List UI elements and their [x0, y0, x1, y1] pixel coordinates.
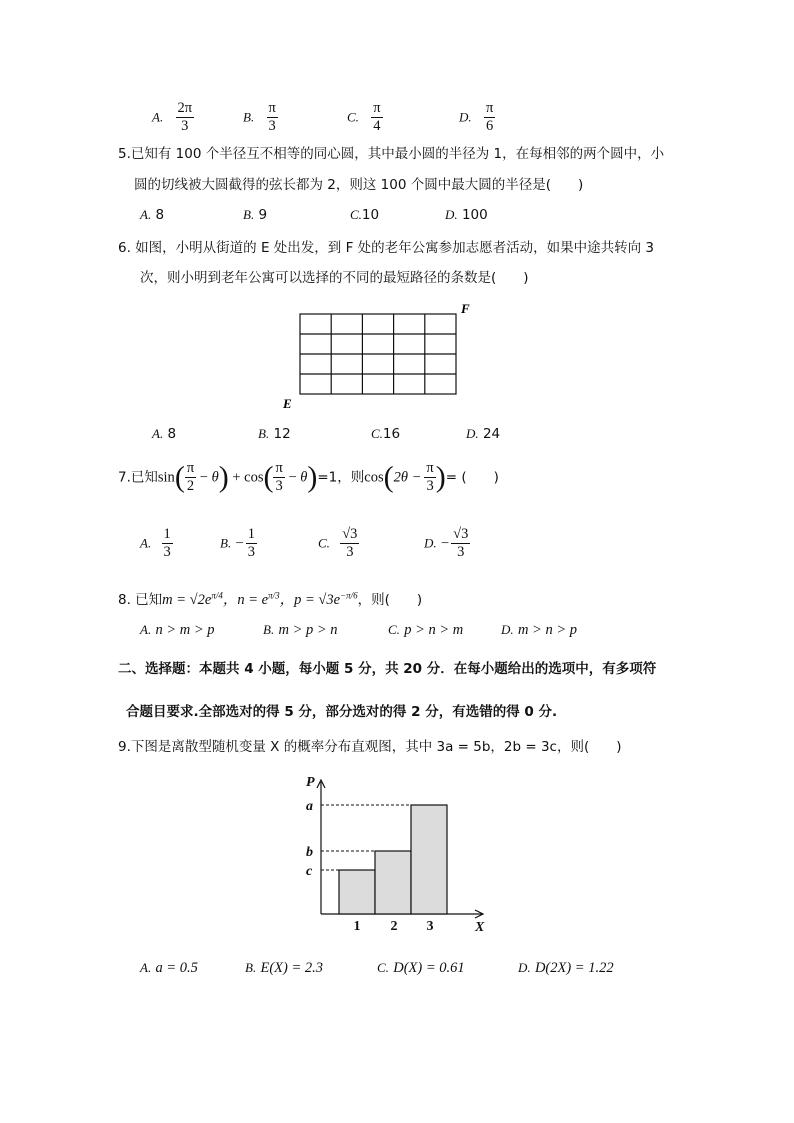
q5-option-d: D. 100: [445, 207, 488, 223]
q9-option-d: D. D(2X) = 1.22: [518, 960, 614, 976]
section2-heading-line2: 合题目要求.全部选对的得 5 分，部分选对的得 2 分，有选错的得 0 分.: [126, 704, 558, 720]
q9-stem: 9.下图是离散型随机变量 X 的概率分布直观图，其中 3a = 5b，2b = 3c，则( ): [118, 739, 622, 755]
bar-x1: [339, 870, 375, 914]
q7-stem: 7.已知sin( $\frac{\pi}{2}$ − θ) + cos( $\frac{\pi}{3}$ − θ)=1，则cos(2θ − $\frac{\pi}{3}$ )= ( ): [118, 460, 499, 494]
q5-option-b: B. 9: [243, 207, 268, 223]
q4-option-a: A. $\frac{2\pi}{3}$: [152, 100, 193, 134]
q9-option-a: A. a = 0.5: [140, 960, 198, 976]
q8-option-b: B. m > p > n: [263, 622, 338, 638]
q8-option-d: D. m > n > p: [501, 622, 577, 638]
y-axis-label: P: [306, 775, 315, 790]
street-grid-figure: [280, 298, 480, 413]
q8-option-c: C. p > n > m: [388, 622, 464, 638]
grid-label-e: E: [283, 396, 292, 411]
tick-label-b: b: [306, 845, 313, 860]
q7-option-d: D. − $\frac{√3}{3}$: [424, 526, 469, 560]
q5-option-c: C.10: [350, 207, 380, 223]
bars: [339, 805, 447, 914]
q8-option-a: A. n > m > p: [140, 622, 215, 638]
q6-stem-line2: 次，则小明到老年公寓可以选择的不同的最短路径的条数是( ): [140, 270, 529, 286]
q7-option-c: C. $\frac{√3}{3}$: [318, 526, 358, 560]
q6-option-d: D. 24: [466, 426, 501, 442]
bar-x3: [411, 805, 447, 914]
q5-stem-line2: 圆的切线被大圆截得的弦长都为 2，则这 100 个圆中最大圆的半径是( ): [134, 177, 584, 193]
tick-label-c: c: [306, 864, 313, 879]
q9-option-c: C. D(X) = 0.61: [377, 960, 465, 976]
grid-label-f: F: [461, 301, 470, 316]
x-axis-label: X: [475, 920, 485, 935]
q6-option-b: B. 12: [258, 426, 291, 442]
q6-option-a: A. 8: [152, 426, 177, 442]
probability-chart: [295, 768, 495, 938]
q7-option-b: B. − $\frac{1}{3}$: [220, 526, 255, 560]
tick-label-2: 2: [390, 919, 398, 934]
q4-option-d: D. $\frac{\pi}{6}$: [459, 100, 494, 134]
q6-stem-line1: 6. 如图，小明从街道的 E 处出发，到 F 处的老年公寓参加志愿者活动，如果中途共转向 3: [118, 240, 655, 256]
tick-label-a: a: [306, 799, 313, 814]
q7-option-a: A. $\frac{1}{3}$: [140, 526, 171, 560]
q5-option-a: A. 8: [140, 207, 165, 223]
q4-option-b: B. $\frac{\pi}{3}$: [243, 100, 276, 134]
section2-heading-line1: 二、选择题：本题共 4 小题，每小题 5 分，共 20 分．在每小题给出的选项中，有多项符: [118, 661, 657, 677]
q4-option-c: C. $\frac{\pi}{4}$: [347, 100, 381, 134]
bar-x2: [375, 851, 411, 914]
tick-label-1: 1: [353, 919, 361, 934]
q9-option-b: B. E(X) = 2.3: [245, 960, 324, 976]
q8-stem: 8. 已知$m = √2e^{\pi/4}$，$n = e^{\pi/3}$，$p = √3e^{-\pi/6}$，则( ): [118, 590, 423, 608]
street-grid: [300, 314, 456, 394]
q5-stem-line1: 5.已知有 100 个半径互不相等的同心圆，其中最小圆的半径为 1，在每相邻的两个圆中，小: [118, 146, 665, 162]
tick-label-3: 3: [426, 919, 434, 934]
q6-option-c: C.16: [371, 426, 401, 442]
